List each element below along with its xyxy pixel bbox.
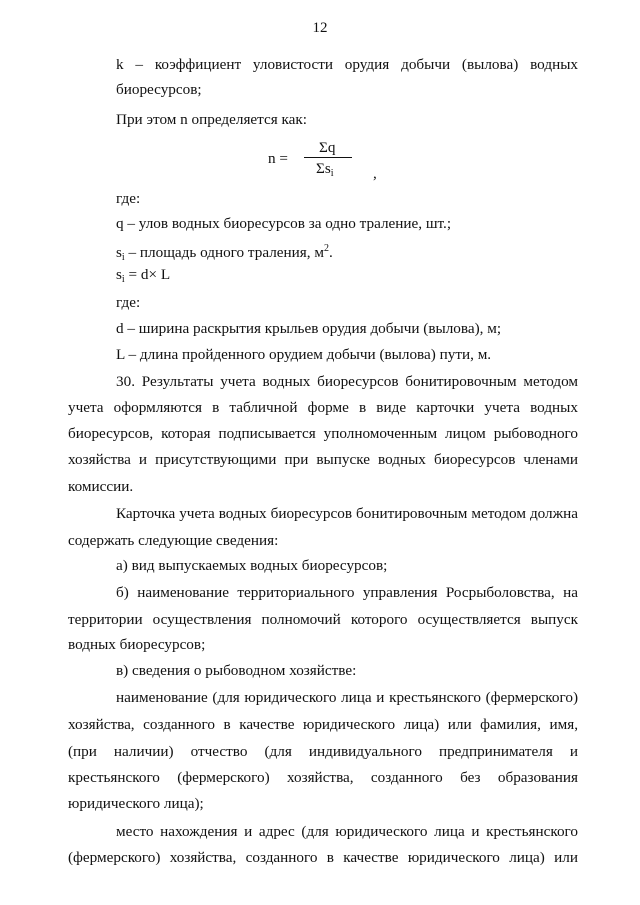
text-line: (фермерского) хозяйства, созданного в качестве юридического лица) или (68, 849, 578, 866)
text-line: 30. Результаты учета водных биоресурсов бонитировочным методом (116, 373, 578, 390)
text-line: При этом n определяется как: (116, 111, 308, 128)
subscript-i: i (121, 252, 125, 263)
text-line: а) вид выпускаемых водных биоресурсов; (116, 557, 388, 574)
text-line: где: (116, 294, 141, 311)
line-text: – площадь одного траления, м (124, 244, 324, 261)
formula-numerator: Σq (319, 139, 336, 156)
var-s: s (116, 266, 122, 283)
text-line: биоресурсов; (116, 81, 202, 98)
text-line: k – коэффициент уловистости орудия добычи (вылова) водных (116, 56, 578, 73)
text-line: содержать следующие сведения: (68, 532, 279, 549)
text-line: d – ширина раскрытия крыльев орудия добычи (вылова), м; (116, 320, 502, 337)
text-line (116, 240, 333, 267)
denominator-base: Σs (316, 160, 331, 177)
formula-comma: , (373, 165, 377, 182)
text-line: территории осуществления полномочий которого осуществляется выпуск (68, 611, 578, 628)
text-line: биоресурсов, которая подписывается уполномоченным лицом рыбоводного (68, 425, 578, 442)
subscript-i: i (121, 274, 125, 285)
text-line: L – длина пройденного орудием добычи (вылова) пути, м. (116, 346, 492, 363)
fraction-bar (304, 157, 352, 158)
text-line: в) сведения о рыбоводном хозяйстве: (116, 662, 357, 679)
text-line: место нахождения и адрес (для юридического лица и крестьянского (116, 823, 578, 840)
text-line: хозяйства, созданного в качестве юридического лица) или фамилия, имя, (68, 716, 578, 733)
superscript-2: 2 (323, 243, 329, 254)
text-line: юридического лица); (68, 795, 204, 812)
var-s: s (116, 244, 122, 261)
text-line: учета оформляются в табличной форме в виде карточки учета водных (68, 399, 578, 416)
text-line: Карточка учета водных биоресурсов бонитировочным методом должна (116, 505, 578, 522)
text-line: водных биоресурсов; (68, 636, 206, 653)
page-number: 12 (312, 20, 328, 36)
text-line: q – улов водных биоресурсов за одно траление, шт.; (116, 215, 452, 232)
text-line: где: (116, 190, 141, 207)
text-line: (при наличии) отчество (для индивидуального предпринимателя и (68, 743, 578, 760)
line-end: . (328, 244, 333, 261)
denominator-subscript: i (330, 168, 334, 179)
text-line: комиссии. (68, 478, 134, 495)
text-line: хозяйства и присутствующими при выпуске водных биоресурсов членами (68, 451, 578, 468)
text-line (116, 266, 170, 289)
formula-denominator (316, 160, 334, 179)
line-text: = d× L (124, 266, 171, 283)
text-line: наименование (для юридического лица и крестьянского (фермерского) (116, 689, 578, 706)
formula-lhs: n = (268, 150, 288, 167)
text-line: крестьянского (фермерского) хозяйства, созданного без образования (68, 769, 578, 786)
text-line: б) наименование территориального управления Росрыболовства, на (116, 584, 578, 601)
